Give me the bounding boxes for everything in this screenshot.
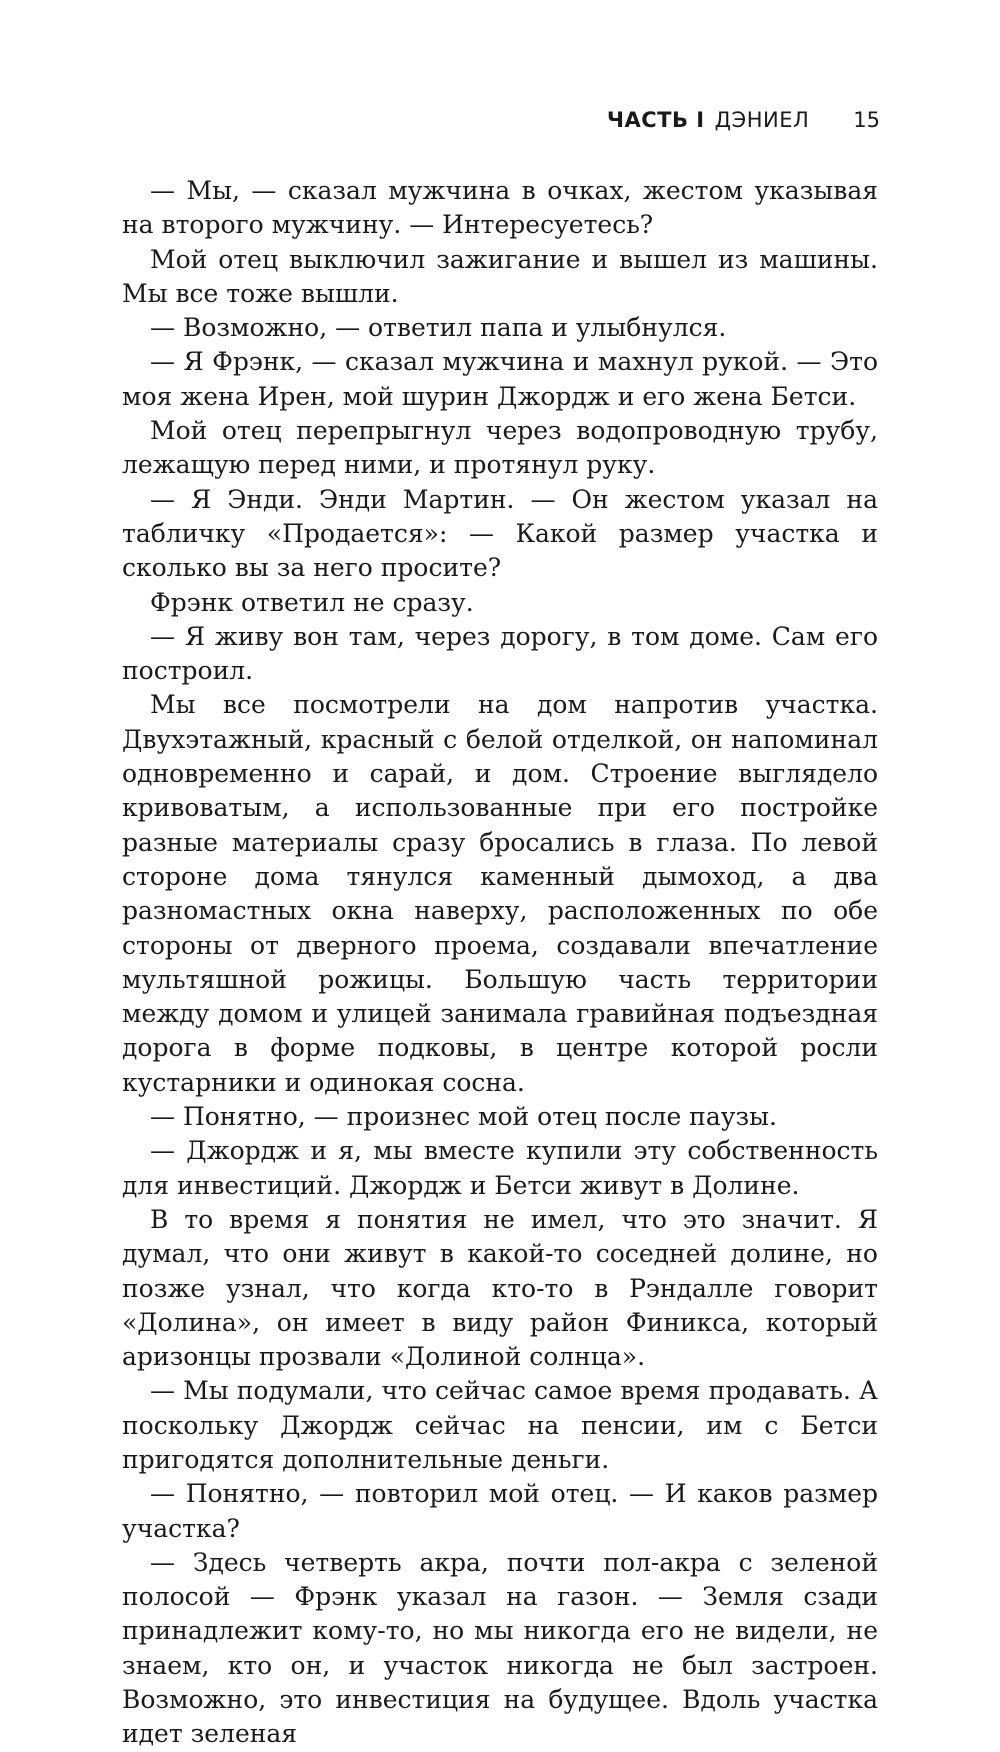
paragraph: — Понятно, — произнес мой отец после паузы. xyxy=(150,1102,777,1132)
paragraph: — Я Энди. Энди Мартин. — Он жестом указал на табличку «Продается»: — Какой размер участка и сколько вы за него просите? xyxy=(122,484,878,583)
part-label: ЧАСТЬ I xyxy=(607,108,705,132)
paragraph: — Мы подумали, что сейчас самое время продавать. А поскольку Джордж сейчас на пенсии, им с Бетси пригодятся дополнительные деньги. xyxy=(122,1376,878,1474)
paragraph: Мой отец перепрыгнул через водопроводную трубу, лежащую перед ними, и протянул руку. xyxy=(122,416,878,480)
paragraph: Фрэнк ответил не сразу. xyxy=(150,587,474,617)
page-number: 15 xyxy=(853,108,880,132)
paragraph: — Понятно, — повторил мой отец. — И каков размер участка? xyxy=(122,1479,878,1543)
paragraph: — Джордж и я, мы вместе купили эту собственность для инвестиций. Джордж и Бетси живут в Долине. xyxy=(122,1136,878,1200)
body-text xyxy=(122,174,878,1752)
paragraph: — Возможно, — ответил папа и улыбнулся. xyxy=(150,313,727,343)
paragraph: Мой отец выключил зажигание и вышел из машины. Мы все тоже вышли. xyxy=(122,244,878,308)
paragraph: В то время я понятия не имел, что это значит. Я думал, что они живут в какой-то соседней долине, но позже узнал, что когда кто-то в Рэндалле говорит «Долина», он имеет в виду район Финикса, который аризонцы прозвали «Долиной солнца». xyxy=(122,1204,878,1372)
paragraph: — Здесь четверть акра, почти пол-акра с зеленой полосой — Фрэнк указал на газон. — Земля сзади принадлежит кому-то, но мы никогда его не видели, не знаем, кто он, и участок никогда не был застроен. Возможно, это инвестиция на будущее. Вдоль участка идет зеленая xyxy=(122,1547,878,1749)
running-header xyxy=(607,108,880,132)
paragraph: — Мы, — сказал мужчина в очках, жестом указывая на второго мужчину. — Интересуетесь? xyxy=(122,176,878,240)
paragraph: — Я Фрэнк, — сказал мужчина и махнул рукой. — Это моя жена Ирен, мой шурин Джордж и его жена Бетси. xyxy=(122,347,878,411)
paragraph: Мы все посмотрели на дом напротив участка. Двухэтажный, красный с белой отделкой, он напоминал одновременно и сарай, и дом. Строение выглядело кривоватым, а использованные при его постройке разные материалы сразу бросались в глаза. По левой стороне дома тянулся каменный дымоход, а два разномастных окна наверху, расположенных по обе стороны от дверного проема, создавали впечатление мультяшной рожицы. Большую часть территории между домом и улицей занимала гравийная подъездная дорога в форме подковы, в центре которой росли кустарники и одинокая сосна. xyxy=(122,690,878,1097)
chapter-title: ДЭНИЕЛ xyxy=(714,108,810,132)
paragraph: — Я живу вон там, через дорогу, в том доме. Сам его построил. xyxy=(122,621,878,686)
